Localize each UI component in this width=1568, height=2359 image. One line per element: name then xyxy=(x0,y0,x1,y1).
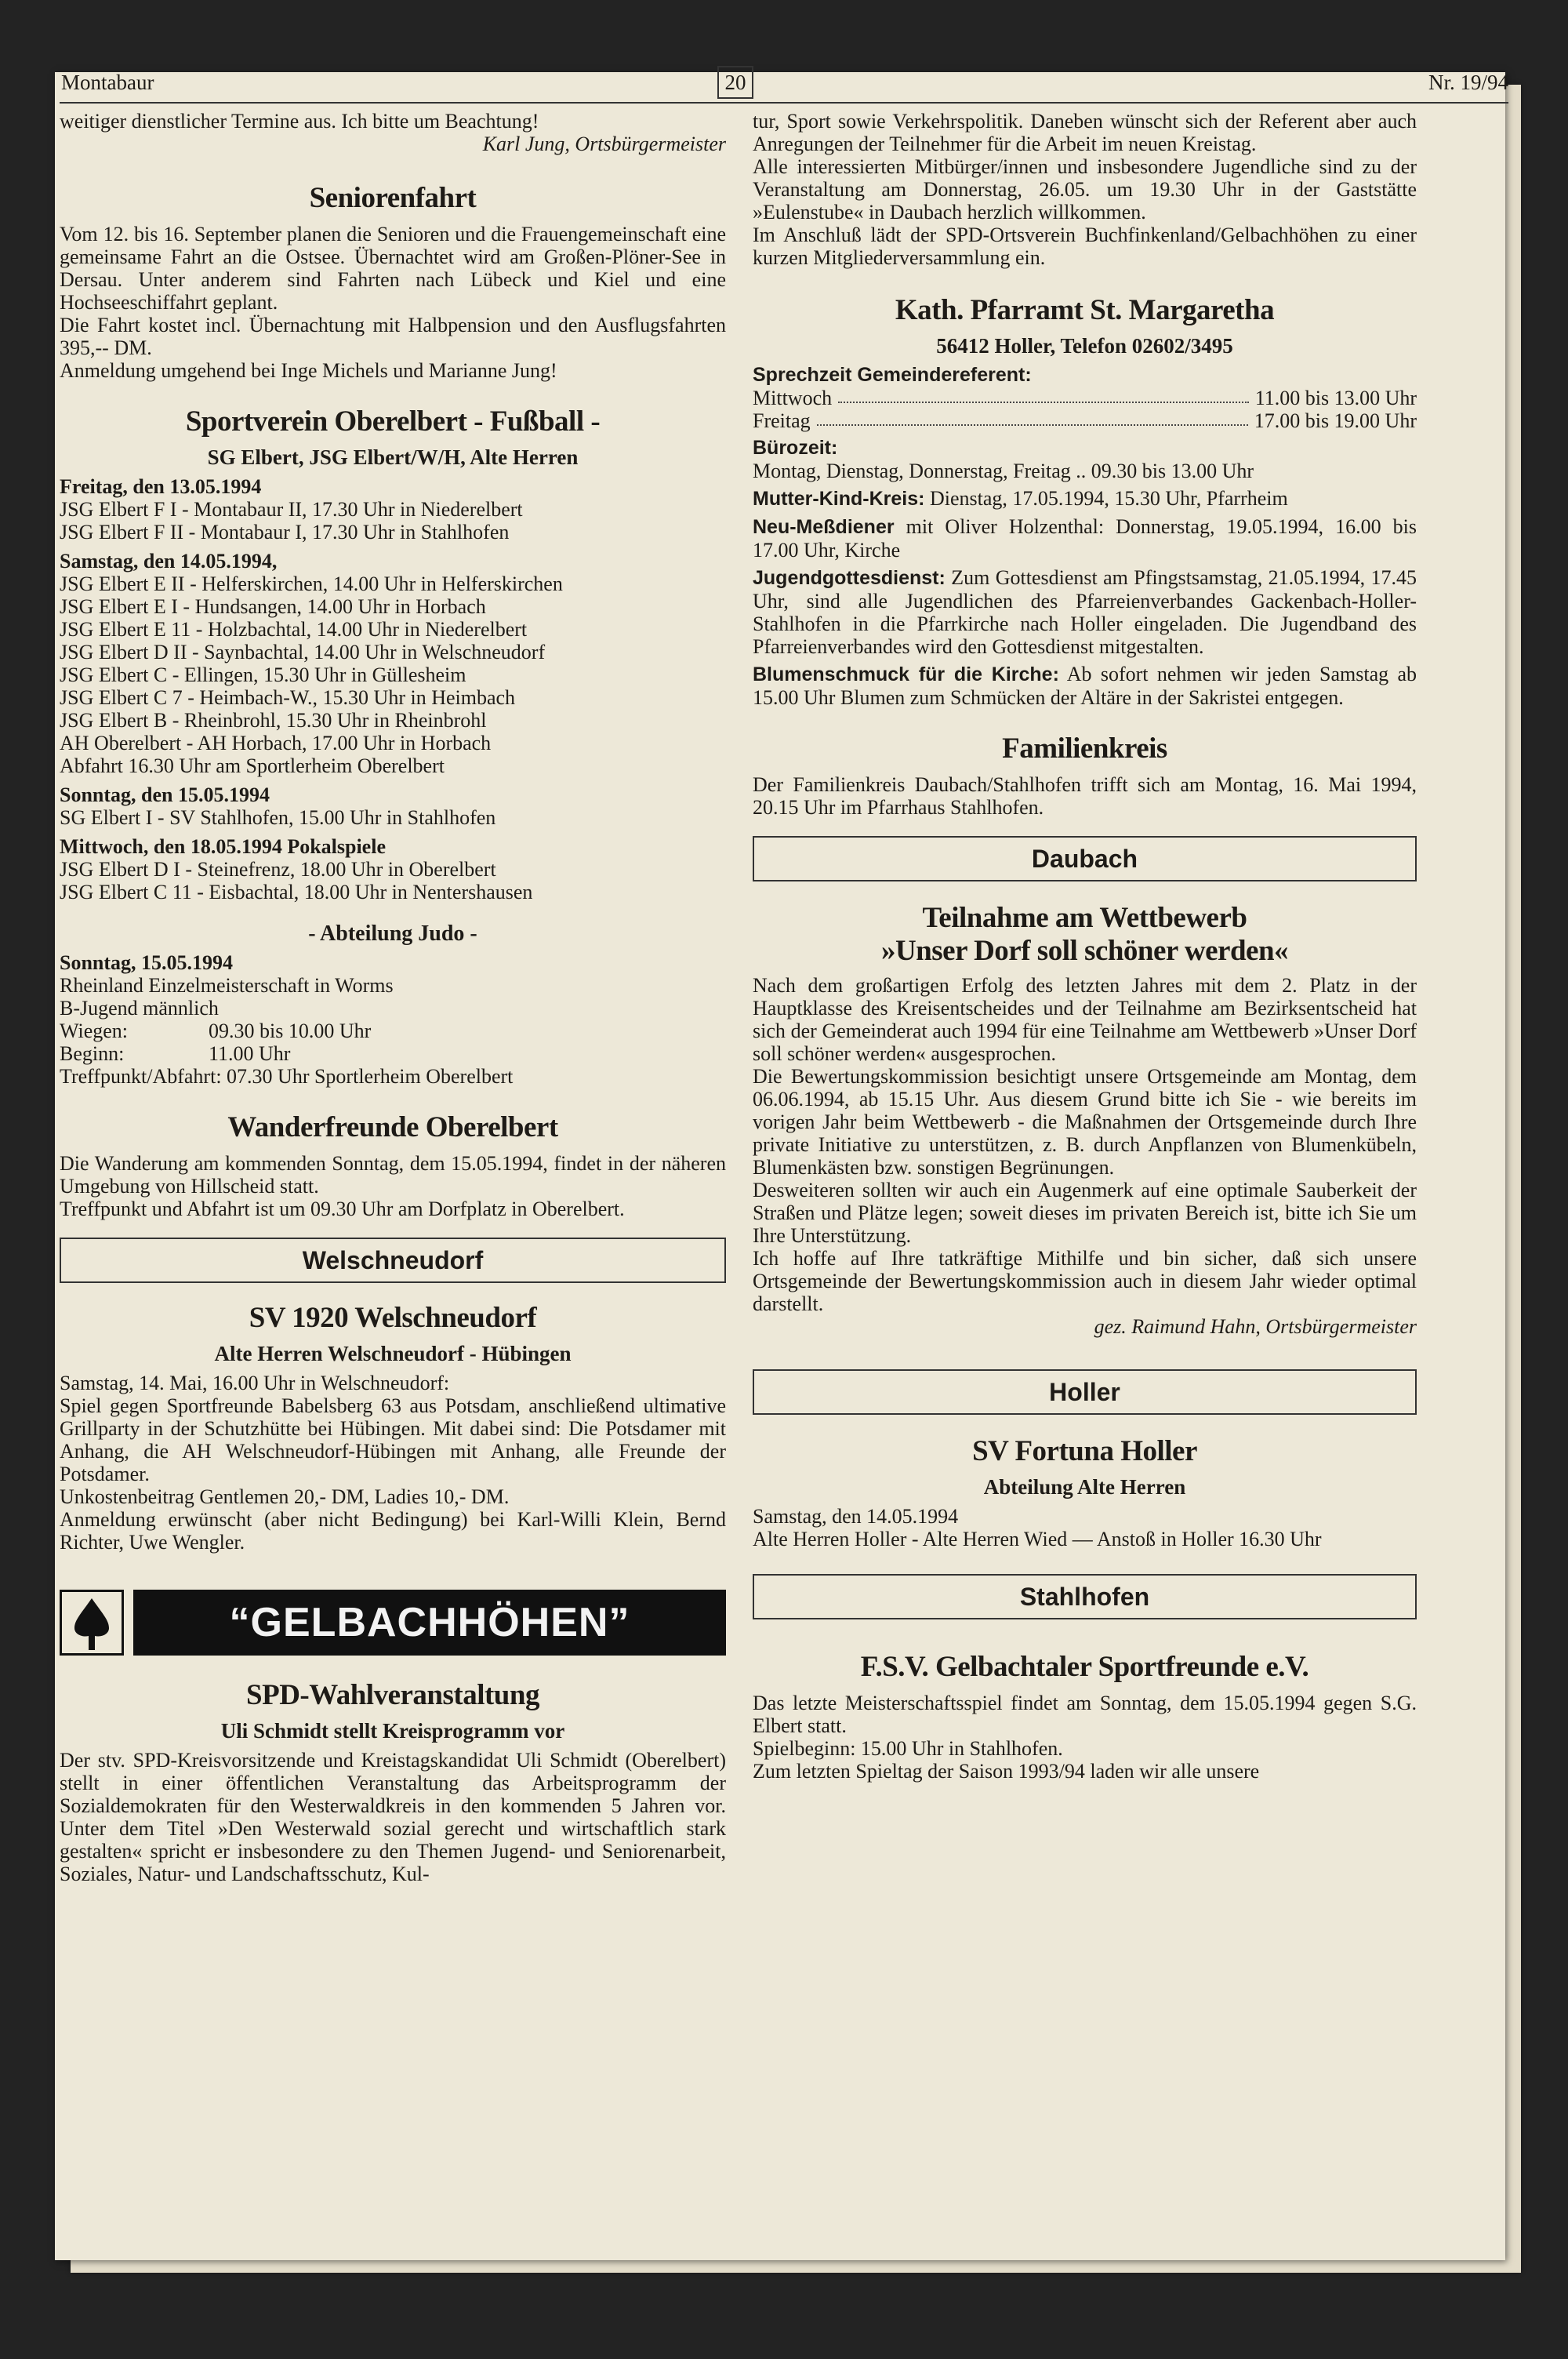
wettbewerb-p1: Nach dem großartigen Erfolg des letzten Jahres mit dem 2. Platz in der Hauptklasse des Kreisentscheides und der Teilnahme am Bezirksentscheid hat sich der Gemeinderat auch 1994 für eine Teilnahme am Wettbewerb »Unser Dorf soll schöner werden« ausgesprochen. xyxy=(753,974,1417,1065)
familienkreis-p1: Der Familienkreis Daubach/Stahlhofen trifft sich am Montag, 16. Mai 1994, 20.15 Uhr im Pfarrhaus Stahlhofen. xyxy=(753,773,1417,819)
judo-line: Treffpunkt/Abfahrt: 07.30 Uhr Sportlerheim Oberelbert xyxy=(60,1065,514,1088)
fussball-line: JSG Elbert C 7 - Heimbach-W., 15.30 Uhr in Heimbach xyxy=(60,686,516,709)
section-box-daubach: Daubach xyxy=(753,836,1417,881)
spd-cont-p3: Im Anschluß lädt der SPD-Ortsverein Buchfinkenland/Gelbachhöhen zu einer kurzen Mitgliederversammlung ein. xyxy=(753,224,1417,269)
fussball-line: JSG Elbert D I - Steinefrenz, 18.00 Uhr in Oberelbert xyxy=(60,858,496,881)
fussball-line: JSG Elbert C 11 - Eisbachtal, 18.00 Uhr in Nentershausen xyxy=(60,881,533,903)
left-column xyxy=(60,110,726,1885)
fussball-line: AH Oberelbert - AH Horbach, 17.00 Uhr in Horbach xyxy=(60,732,492,754)
fussball-line: JSG Elbert F II - Montabaur I, 17.30 Uhr in Stahlhofen xyxy=(60,521,510,543)
judo-line: B-Jugend männlich xyxy=(60,997,219,1020)
fortuna-subtitle: Abteilung Alte Herren xyxy=(983,1475,1186,1499)
seniorenfahrt-title: Seniorenfahrt xyxy=(309,182,477,214)
sv1920-title: SV 1920 Welschneudorf xyxy=(249,1302,537,1334)
fussball-line: Abfahrt 16.30 Uhr am Sportlerheim Oberelbert xyxy=(60,754,445,777)
arrow-logo-icon xyxy=(60,1590,124,1656)
wettbewerb-signature: gez. Raimund Hahn, Ortsbürgermeister xyxy=(1094,1315,1417,1338)
spd-cont-p1: tur, Sport sowie Verkehrspolitik. Daneben wünscht sich der Referent aber auch Anregungen der Teilnehmer für die Arbeit im neuen Kreistag. xyxy=(753,110,1417,155)
fussball-line: JSG Elbert E I - Hundsangen, 14.00 Uhr in Horbach xyxy=(60,595,486,618)
fsv-p1: Das letzte Meisterschaftsspiel findet am Sonntag, dem 15.05.1994 gegen S.G. Elbert statt. xyxy=(753,1692,1417,1737)
buerozeit-label: Bürozeit: xyxy=(753,437,838,459)
fussball-line: JSG Elbert C - Ellingen, 15.30 Uhr in Güllesheim xyxy=(60,663,466,686)
spd-subtitle: Uli Schmidt stellt Kreisprogramm vor xyxy=(220,1719,565,1743)
wettbewerb-p4: Ich hoffe auf Ihre tatkräftige Mithilfe und bin sicher, daß sich unsere Ortsgemeinde der Bewertungskommission auch in diesem Jahr wieder optimal darstellt. xyxy=(753,1247,1417,1315)
pfarramt-subtitle: 56412 Holler, Telefon 02602/3495 xyxy=(936,334,1233,358)
blumenschmuck: Blumenschmuck für die Kirche: Ab sofort nehmen wir jeden Samstag ab 15.00 Uhr Blumen zum Schmücken der Altäre in der Sakristei entgegen. xyxy=(753,663,1417,709)
buerozeit-text: Montag, Dienstag, Donnerstag, Freitag .. 09.30 bis 13.00 Uhr xyxy=(753,460,1254,482)
sprechzeit-row-1: Mittwoch 11.00 bis 13.00 Uhr xyxy=(753,387,1417,409)
header-town: Montabaur xyxy=(61,71,154,94)
jugendgottesdienst: Jugendgottesdienst: Zum Gottesdienst am Pfingstsamstag, 21.05.1994, 17.45 Uhr, sind alle Jugendlichen des Pfarreienverbandes Gackenbach-Holler-Stahlhofen in die Pfarrkirche nach Holler eingeladen. Die Jugendband des Pfarreienverbandes wird den Gottesdienst mitgestalten. xyxy=(753,566,1417,658)
right-column xyxy=(753,110,1417,1783)
spd-title: SPD-Wahlveranstaltung xyxy=(246,1679,539,1711)
neu-messdiener: Neu-Meßdiener mit Oliver Holzenthal: Donnerstag, 19.05.1994, 16.00 bis 17.00 Uhr, Kirche xyxy=(753,515,1417,562)
wettbewerb-p2: Die Bewertungskommission besichtigt unsere Ortsgemeinde am Montag, dem 06.06.1994, ab 15.15 Uhr. Aus diesem Grund bitte ich Sie - wie bereits im vorigen Jahr beim Wettbewerb - die Maßnahmen der Ortsgemeinde durch Ihre private Initiative zu unterstützen, z. B. durch Anpflanzen von Blumenkübeln, Blumenkästen bzw. sonstigen Begrünungen. xyxy=(753,1065,1417,1179)
section-box-stahlhofen: Stahlhofen xyxy=(753,1574,1417,1619)
header-issue: Nr. 19/94 xyxy=(1428,71,1508,94)
wanderfreunde-title: Wanderfreunde Oberelbert xyxy=(227,1111,558,1143)
seniorenfahrt-p3: Anmeldung umgehend bei Inge Michels und Marianne Jung! xyxy=(60,359,557,382)
section-box-holler: Holler xyxy=(753,1369,1417,1415)
sv1920-p2: Spiel gegen Sportfreunde Babelsberg 63 aus Potsdam, anschließend ultimative Grillparty in der Schutzhütte bei Hübingen. Mit dabei sind: Die Potsdamer mit Anhang, die AH Welschneudorf-Hübingen mit Anhang, alle Freunde der Potsdamer. xyxy=(60,1394,726,1485)
header-page-number: 20 xyxy=(717,66,753,99)
fussball-date-3: Sonntag, den 15.05.1994 xyxy=(60,783,270,806)
fussball-date-1: Freitag, den 13.05.1994 xyxy=(60,475,262,498)
judo-date: Sonntag, 15.05.1994 xyxy=(60,951,234,974)
seniorenfahrt-p2: Die Fahrt kostet incl. Übernachtung mit Halbpension und den Ausflugsfahrten 395,-- DM. xyxy=(60,314,726,359)
fussball-date-4: Mittwoch, den 18.05.1994 Pokalspiele xyxy=(60,835,386,858)
intro-text: weitiger dienstlicher Termine aus. Ich bitte um Beachtung! xyxy=(60,110,539,133)
fsv-p3: Zum letzten Spieltag der Saison 1993/94 laden wir alle unsere xyxy=(753,1760,1260,1783)
fussball-line: JSG Elbert E II - Helferskirchen, 14.00 Uhr in Helferskirchen xyxy=(60,572,563,595)
wettbewerb-title-1: Teilnahme am Wettbewerb xyxy=(922,902,1247,934)
familienkreis-title: Familienkreis xyxy=(1002,732,1167,765)
section-box-welschneudorf: Welschneudorf xyxy=(60,1238,726,1283)
sv1920-p1: Samstag, 14. Mai, 16.00 Uhr in Welschneudorf: xyxy=(60,1372,450,1394)
sprechzeit-label: Sprechzeit Gemeindereferent: xyxy=(753,364,1032,386)
judo-beginn: Beginn: 11.00 Uhr xyxy=(60,1042,291,1065)
sv1920-subtitle: Alte Herren Welschneudorf - Hübingen xyxy=(214,1342,572,1365)
fussball-date-2: Samstag, den 14.05.1994, xyxy=(60,550,278,572)
fussball-line: JSG Elbert E 11 - Holzbachtal, 14.00 Uhr in Niederelbert xyxy=(60,618,528,641)
judo-wiegen: Wiegen: 09.30 bis 10.00 Uhr xyxy=(60,1020,372,1042)
spd-cont-p2: Alle interessierten Mitbürger/innen und insbesondere Jugendliche sind zu der Veranstaltung am Donnerstag, 26.05. um 19.30 Uhr in der Gaststätte »Eulenstube« in Daubach herzlich willkommen. xyxy=(753,155,1417,224)
sportverein-subtitle: SG Elbert, JSG Elbert/W/H, Alte Herren xyxy=(207,445,579,469)
fsv-p2: Spielbeginn: 15.00 Uhr in Stahlhofen. xyxy=(753,1737,1063,1760)
intro-signature: Karl Jung, Ortsbürgermeister xyxy=(482,133,726,155)
banner-title: “GELBACHHÖHEN” xyxy=(133,1590,726,1656)
fortuna-title: SV Fortuna Holler xyxy=(972,1435,1197,1467)
sv1920-p3: Unkostenbeitrag Gentlemen 20,- DM, Ladies 10,- DM. xyxy=(60,1485,510,1508)
wanderfreunde-p2: Treffpunkt und Abfahrt ist um 09.30 Uhr am Dorfplatz in Oberelbert. xyxy=(60,1198,625,1220)
fussball-line: JSG Elbert B - Rheinbrohl, 15.30 Uhr in Rheinbrohl xyxy=(60,709,487,732)
wettbewerb-title-2: »Unser Dorf soll schöner werden« xyxy=(880,935,1289,967)
seniorenfahrt-p1: Vom 12. bis 16. September planen die Senioren und die Frauengemeinschaft eine gemeinsame Fahrt an die Ostsee. Übernachtet wird am Großen-Plöner-See in Dersau. Unter anderem sind Fahrten nach Lübeck und Kiel und eine Hochseeschiffahrt geplant. xyxy=(60,223,726,314)
sportverein-title: Sportverein Oberelbert - Fußball - xyxy=(185,405,601,438)
wanderfreunde-p1: Die Wanderung am kommenden Sonntag, dem 15.05.1994, findet in der näheren Umgebung von Hillscheid statt. xyxy=(60,1152,726,1198)
fortuna-l1: Samstag, den 14.05.1994 xyxy=(753,1505,959,1528)
pfarramt-title: Kath. Pfarramt St. Margaretha xyxy=(895,294,1275,326)
fussball-line: JSG Elbert F I - Montabaur II, 17.30 Uhr in Niederelbert xyxy=(60,498,523,521)
sv1920-p4: Anmeldung erwünscht (aber nicht Bedingung) bei Karl-Willi Klein, Bernd Richter, Uwe Wengler. xyxy=(60,1508,726,1554)
sprechzeit-row-2: Freitag 17.00 bis 19.00 Uhr xyxy=(753,409,1417,432)
fortuna-l2: Alte Herren Holler - Alte Herren Wied — Anstoß in Holler 16.30 Uhr xyxy=(753,1528,1322,1550)
fsv-title: F.S.V. Gelbachtaler Sportfreunde e.V. xyxy=(860,1651,1309,1683)
fussball-line: JSG Elbert D II - Saynbachtal, 14.00 Uhr in Welschneudorf xyxy=(60,641,546,663)
fussball-line: SG Elbert I - SV Stahlhofen, 15.00 Uhr in Stahlhofen xyxy=(60,806,496,829)
spd-p1: Der stv. SPD-Kreisvorsitzende und Kreistagskandidat Uli Schmidt (Oberelbert) stellt in einer öffentlichen Veranstaltung das Arbeitsprogramm der Sozialdemokraten für den Westerwaldkreis in den kommenden 5 Jahren vor. Unter dem Titel »Den Westerwald sozial gerecht und wirtschaftlich stark gestalten« spricht er insbesondere zu den Themen Jugend- und Seniorenarbeit, Soziales, Natur- und Landschaftsschutz, Kul- xyxy=(60,1749,726,1885)
mutter-kind-kreis: Mutter-Kind-Kreis: Dienstag, 17.05.1994, 15.30 Uhr, Pfarrheim xyxy=(753,487,1288,510)
judo-title: - Abteilung Judo - xyxy=(308,921,477,946)
wettbewerb-p3: Desweiteren sollten wir auch ein Augenmerk auf eine optimale Sauberkeit der Straßen und Plätze legen; soweit dieses im privaten Bereich ist, bitte ich Sie um Ihre Unterstützung. xyxy=(753,1179,1417,1247)
header-rule xyxy=(60,102,1508,104)
judo-line: Rheinland Einzelmeisterschaft in Worms xyxy=(60,974,394,997)
gelbachhoehen-banner xyxy=(60,1590,726,1656)
